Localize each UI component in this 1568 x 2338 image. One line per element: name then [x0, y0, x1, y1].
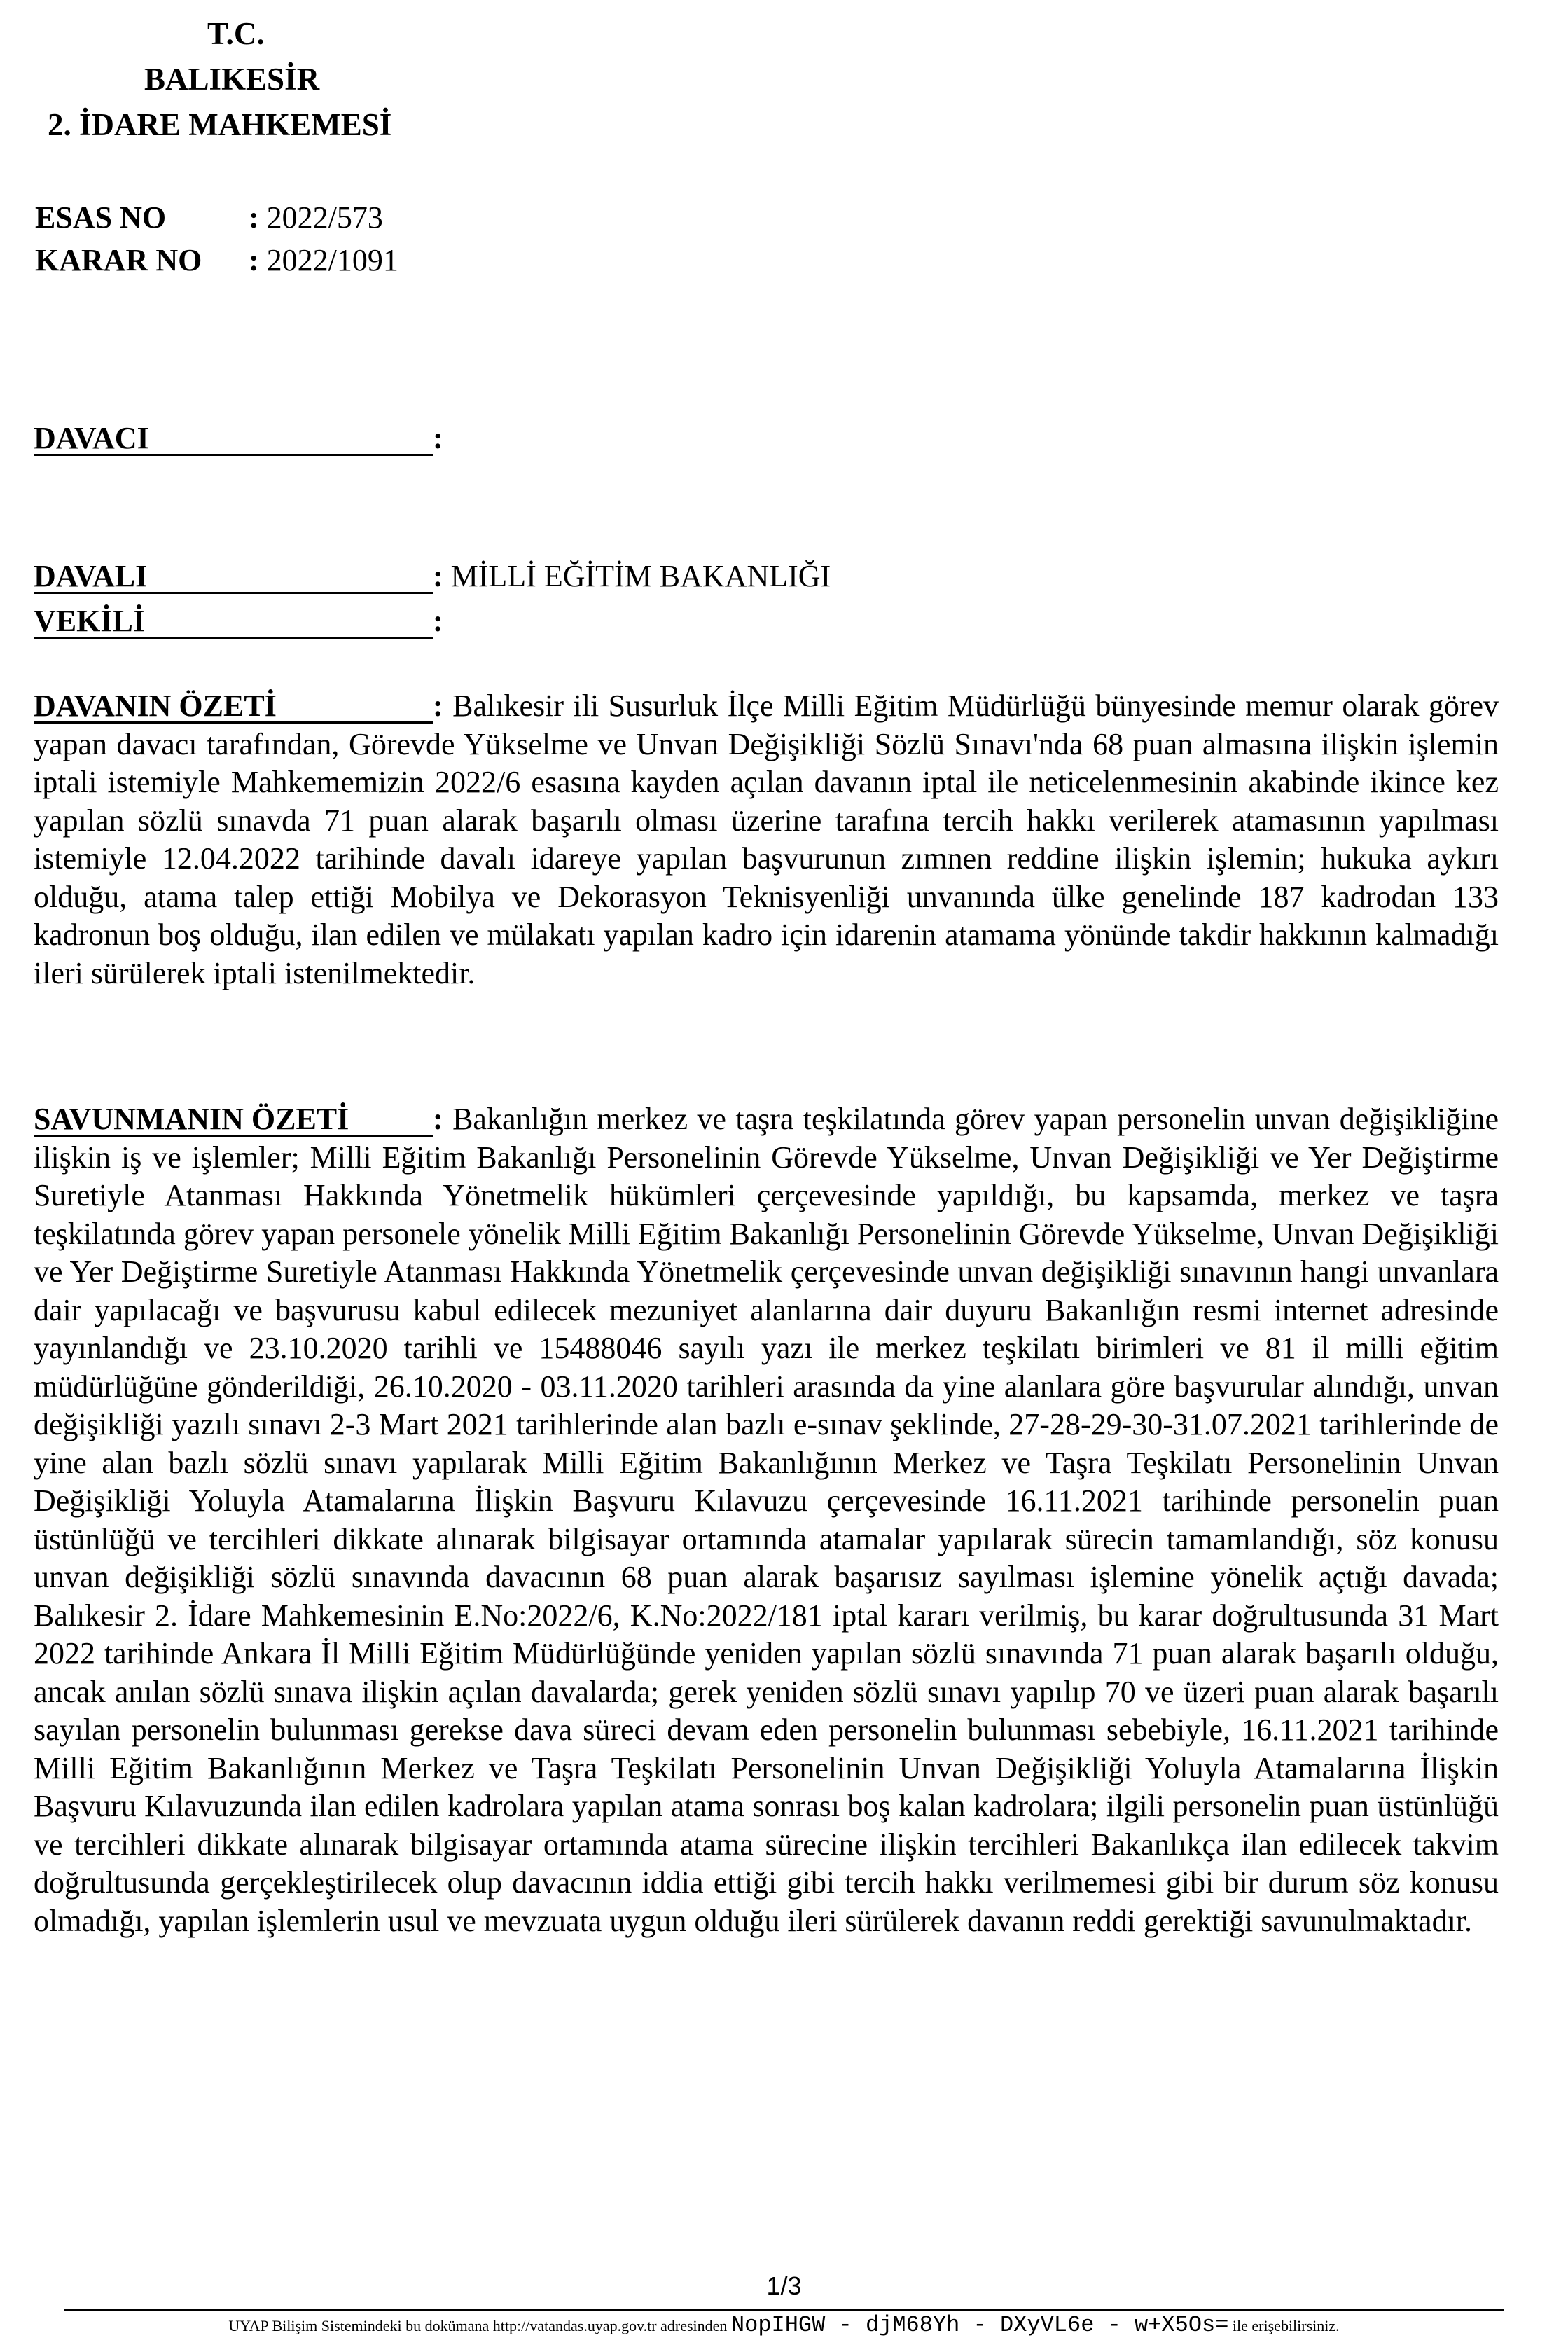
header-tc: T.C.	[207, 16, 265, 51]
karar-no-row	[35, 242, 398, 278]
vekili-colon: :	[433, 604, 443, 638]
davaci-colon: :	[433, 421, 443, 455]
esas-no-colon: :	[249, 200, 267, 235]
dava-ozeti-heading: DAVANIN ÖZETİ	[34, 691, 433, 724]
davaci-row	[34, 420, 443, 455]
davaci-label: DAVACI	[34, 423, 433, 456]
davali-label: DAVALI	[34, 561, 433, 594]
header-court: 2. İDARE MAHKEMESİ	[48, 107, 392, 142]
davali-value: MİLLİ EĞİTİM BAKANLIĞI	[450, 559, 831, 593]
davali-row	[34, 558, 831, 593]
footer-suffix: ile erişebilirsiniz.	[1232, 2317, 1340, 2334]
savunma-ozeti-heading: SAVUNMANIN ÖZETİ	[34, 1104, 433, 1137]
dava-ozeti-colon: :	[433, 689, 453, 723]
header-city: BALIKESİR	[144, 62, 320, 97]
dava-ozeti-text: Balıkesir ili Susurluk İlçe Milli Eğitim Müdürlüğü bünyesinde memur olarak görev yapan davacı tarafından, Görevde Yükselme ve Unvan Değişikliği Sözlü Sınavı'nda 68 puan almasına ilişkin işlemin iptali istemiyle Mahkememizin 2022/6 esasına kayden açılan davanın iptal ile neticelenmesinin akabinde ikince kez yapılan sözlü sınavda 71 puan alarak başarılı olması üzerine tarafına tercih hakkı verilerek atamasının yapılması istemiyle 12.04.2022 tarihinde davalı idareye yapılan başvurunun zımnen reddine ilişkin işlemin; hukuka aykırı olduğu, atama talep ettiği Mobilya ve Dekorasyon Teknisyenliği unvanında ülke genelinde 187 kadrodan 133 kadronun boş olduğu, ilan edilen ve mülakatı yapılan kadro için idarenin atamama yönünde takdir hakkının kalmadığı ileri sürülerek iptali istenilmektedir.	[34, 689, 1499, 990]
footer-prefix: UYAP Bilişim Sistemindeki bu dokümana http://vatandas.uyap.gov.tr adresinden	[228, 2317, 728, 2334]
vekili-label: VEKİLİ	[34, 606, 433, 639]
karar-no-label: KARAR NO	[35, 243, 202, 277]
footer-divider	[64, 2309, 1504, 2311]
vekili-row	[34, 603, 443, 638]
savunma-ozeti-colon: :	[433, 1102, 453, 1136]
esas-no-row	[35, 200, 383, 235]
esas-no-label: ESAS NO	[35, 200, 167, 235]
savunma-ozeti-text: Bakanlığın merkez ve taşra teşkilatında görev yapan personelin unvan değişikliğine ilişkin iş ve işlemler; Milli Eğitim Bakanlığı Personelinin Görevde Yükselme, Unvan Değişikliği ve Yer Değiştirme Suretiyle Atanması Hakkında Yönetmelik hükümleri çerçevesinde yapıldığı, bu kapsamda, merkez ve taşra teşkilatında görev yapan personele yönelik Milli Eğitim Bakanlığı Personelinin Görevde Yükselme, Unvan Değişikliği ve Yer Değiştirme Suretiyle Atanması Hakkında Yönetmelik çerçevesinde unvan değişikliği sınavının hangi unvanlara dair yapılacağı ve başvurusu kabul edilecek mezuniyet alanlarına dair duyuru Bakanlığın resmi internet adresinde yayınlandığı ve 23.10.2020 tarihli ve 15488046 sayılı yazı ile merkez teşkilatı birimleri ve 81 il milli eğitim müdürlüğüne gönderildiği, 26.10.2020 - 03.11.2020 tarihleri arasında da yine alanlara göre başvurular alındığı, unvan değişikliği yazılı sınavı 2-3 Mart 2021 tarihlerinde alan bazlı e-sınav şeklinde, 27-28-29-30-31.07.2021 tarihlerinde de yine alan bazlı sözlü sınavı yapılarak Milli Eğitim Bakanlığının Merkez ve Taşra Teşkilatı Personelinin Unvan Değişikliği Yoluyla Atamalarına İlişkin Başvuru Kılavuzu çerçevesinde 16.11.2021 tarihinde personelin puan üstünlüğü ve tercihleri dikkate alınarak bilgisayar ortamında atamalar yapılarak sürecin tamamlandığı, söz konusu unvan değişikliği sözlü sınavında davacının 68 puan alarak başarısız sayılması işlemine yönelik açtığı davada; Balıkesir 2. İdare Mahkemesinin E.No:2022/6, K.No:2022/181 iptal kararı verilmiş, bu karar doğrultusunda 31 Mart 2022 tarihinde Ankara İl Milli Eğitim Müdürlüğünde yeniden yapılan sözlü sınavında 71 puan alarak başarılı olduğu, ancak anılan sözlü sınava ilişkin açılan davalarda; gerek yeniden sözlü sınavı yapılıp 70 ve üzeri puan alarak başarılı sayılan personelin bulunması gerekse dava süreci devam eden personelin bulunması sebebiyle, 16.11.2021 tarihinde Milli Eğitim Bakanlığının Merkez ve Taşra Teşkilatı Personelinin Unvan Değişikliği Yoluyla Atamalarına İlişkin Başvuru Kılavuzunda ilan edilen kadrolara yapılan atama sonrası boş kalan kadrolara; ilgili personelin puan üstünlüğü ve tercihleri dikkate alınarak bilgisayar ortamında atama sürecine ilişkin tercihleri Bakanlıkça ilan edilecek takvim doğrultusunda gerçekleştirilecek olup davacının iddia ettiği gibi tercih hakkı verilmemesi gibi bir durum söz konusu olmadığı, yapılan işlemlerin usul ve mevzuata uygun olduğu ileri sürülerek davanın reddi gerektiği savunulmaktadır.	[34, 1102, 1499, 1938]
esas-no-value: 2022/573	[266, 200, 383, 235]
footer-access-code: NopIHGW - djM68Yh - DXyVL6e - w+X5Os=	[730, 2312, 1229, 2338]
karar-no-value: 2022/1091	[266, 243, 398, 277]
karar-no-colon: :	[249, 243, 267, 277]
savunma-ozeti-section	[34, 1100, 1499, 1940]
dava-ozeti-section	[34, 687, 1499, 992]
davali-colon: :	[433, 559, 451, 593]
uyap-footer	[0, 2312, 1568, 2338]
page-number: 1/3	[766, 2271, 802, 2300]
